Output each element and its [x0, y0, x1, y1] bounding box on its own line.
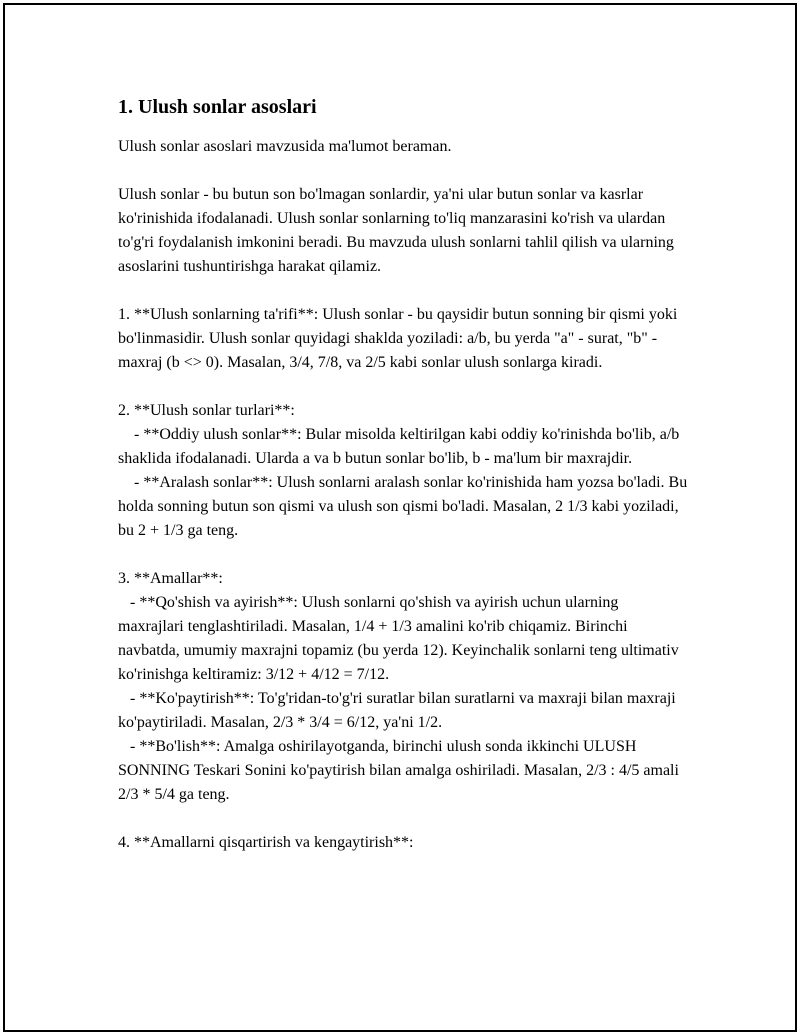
intro-paragraph: Ulush sonlar asoslari mavzusida ma'lumot beraman. [118, 138, 452, 155]
paragraph-spacer [118, 375, 688, 399]
paragraph-spacer [118, 159, 688, 183]
paragraph-spacer [118, 543, 688, 567]
paragraph-spacer [118, 807, 688, 831]
page-title: 1. Ulush sonlar asoslari [118, 96, 317, 118]
section-simplification-heading: 4. **Amallarni qisqartirish va kengaytirish**: [118, 834, 414, 851]
paragraph-spacer [118, 279, 688, 303]
section-types: 2. **Ulush sonlar turlari**: - **Oddiy ulush sonlar**: Bular misolda keltirilgan kabi oddiy ko'rinishda bo'lib, a/b shaklida ifodalanadi. Ularda a va b butun sonlar bo'lib, b - ma'lum bir maxrajdir. - **Aralash sonlar**: Ulush sonlarni aralash sonlar ko'rinishida ham yozsa bo'ladi. Bu holda sonning butun son qismi va ulush son qismi bo'ladi. Masalan, 2 1/3 kabi yoziladi, bu 2 + 1/3 ga teng. [118, 402, 688, 539]
document-body [118, 93, 688, 855]
section-operations: 3. **Amallar**: - **Qo'shish va ayirish**: Ulush sonlarni qo'shish va ayirish uchun ularning maxrajlari tenglashtiriladi. Masalan, 1/4 + 1/3 amalini ko'rib chiqamiz. Birinchi navbatda, umumiy maxrajni topamiz (bu yerda 12). Keyinchalik sonlarni teng ultimativ ko'rinishga keltiramiz: 3/12 + 4/12 = 7/12. - **Ko'paytirish**: To'g'ridan-to'g'ri suratlar bilan suratlarni va maxraji bilan maxraji ko'paytiriladi. Masalan, 2/3 * 3/4 = 6/12, ya'ni 1/2. - **Bo'lish**: Amalga oshirilayotganda, birinchi ulush sonda ikkinchi ULUSH SONNING Teskari Sonini ko'paytirish bilan amalga oshiriladi. Masalan, 2/3 : 4/5 amali 2/3 * 5/4 ga teng. [118, 570, 679, 803]
section-definition: 1. **Ulush sonlarning ta'rifi**: Ulush sonlar - bu qaysidir butun sonning bir qismi yoki bo'linmasidir. Ulush sonlar quyidagi shaklda yoziladi: a/b, bu yerda "a" - surat, "b" - maxraj (b <> 0). Masalan, 3/4, 7/8, va 2/5 kabi sonlar ulush sonlarga kiradi. [118, 306, 682, 371]
definition-overview-paragraph: Ulush sonlar - bu butun son bo'lmagan sonlardir, ya'ni ular butun sonlar va kasrlar ko'rinishida ifodalanadi. Ulush sonlar sonlarning to'liq manzarasini ko'rish va ulardan to'g'ri foydalanish imkonini beradi. Bu mavzuda ulush sonlarni tahlil qilish va ularning asoslarini tushuntirishga harakat qilamiz. [118, 186, 678, 275]
